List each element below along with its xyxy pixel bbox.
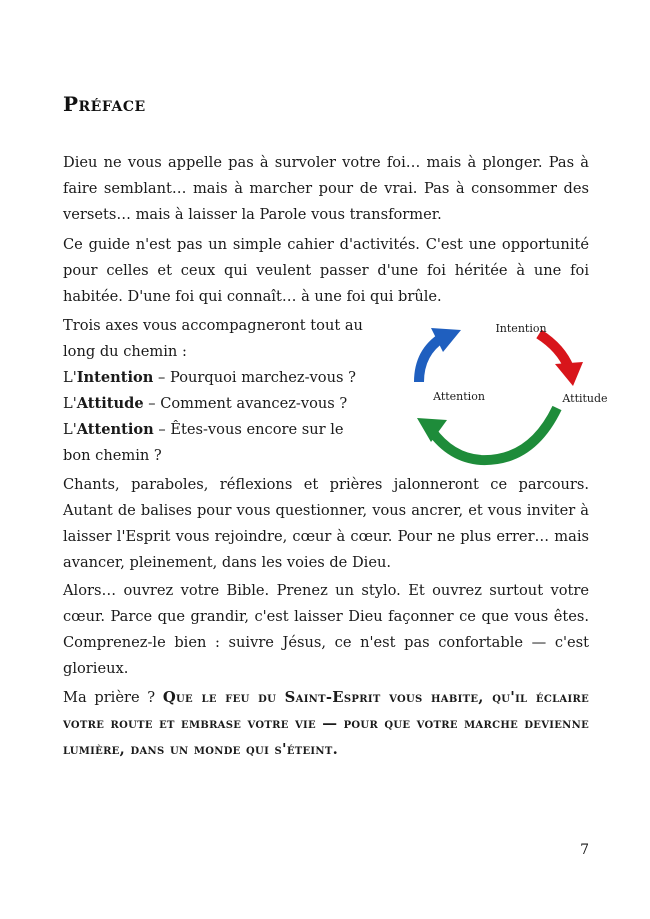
axis-term: Intention: [76, 369, 154, 386]
axis-prefix: L': [63, 369, 77, 386]
axis-description: – Êtes-vous encore sur le bon chemin ?: [63, 421, 344, 464]
axis-prefix: L': [63, 421, 77, 438]
paragraph-3: Chants, paraboles, réflexions et prières jalonneront ce parcours. Autant de balises pour vous questionner, vous ancrer, et vous inviter à laisser l'Esprit vous rejoindre, cœur à cœur. Pour ne plus errer… mais avancer, pleinement, dans les voies de Dieu.: [63, 476, 589, 571]
axis-item-intention: [63, 365, 373, 391]
paragraph-1: Dieu ne vous appelle pas à survoler votre foi… mais à plonger. Pas à faire semblant… mais à marcher pour de vrai. Pas à consommer des versets… mais à laisser la Parole vous transformer.: [63, 154, 589, 223]
axis-item-attention: [63, 417, 373, 469]
cycle-label-attitude: Attitude: [562, 392, 608, 405]
axes-list: [63, 313, 373, 469]
green-arrow: [431, 408, 557, 460]
cycle-label-intention: Intention: [495, 322, 547, 335]
page-title: Préface: [63, 92, 146, 116]
axis-term: Attitude: [76, 395, 144, 412]
axis-prefix: L': [63, 395, 77, 412]
page-number: 7: [580, 842, 589, 858]
prayer-paragraph: [63, 685, 589, 763]
prayer-lead: Ma prière ?: [63, 689, 163, 706]
paragraph-2: Ce guide n'est pas un simple cahier d'activités. C'est une opportunité pour celles et ceux qui veulent passer d'une foi héritée à une foi habitée. D'une foi qui connaît… à une foi qui brûle.: [63, 236, 589, 305]
prayer-text: Que le feu du Saint-Esprit vous habite, qu'il éclaire votre route et embrase votre vie — pour que votre marche devienne lumière, dans un monde qui s'éteint.: [63, 689, 589, 758]
axis-description: – Pourquoi marchez-vous ?: [153, 369, 356, 386]
axis-description: – Comment avancez-vous ?: [143, 395, 348, 412]
cycle-diagram: [381, 312, 608, 468]
axes-intro: Trois axes vous accompagneront tout au long du chemin :: [63, 317, 363, 360]
page: [63, 0, 608, 919]
red-arrow: [539, 334, 569, 368]
axis-item-attitude: [63, 391, 373, 417]
paragraph-4: Alors… ouvrez votre Bible. Prenez un stylo. Et ouvrez surtout votre cœur. Parce que grandir, c'est laisser Dieu façonner ce que vous êtes. Comprenez-le bien : suivre Jésus, ce n'est pas confortable — c'est glorieux.: [63, 582, 589, 677]
cycle-label-attention: Attention: [433, 390, 485, 403]
axis-term: Attention: [76, 421, 154, 438]
red-arrow-head: [555, 362, 583, 386]
